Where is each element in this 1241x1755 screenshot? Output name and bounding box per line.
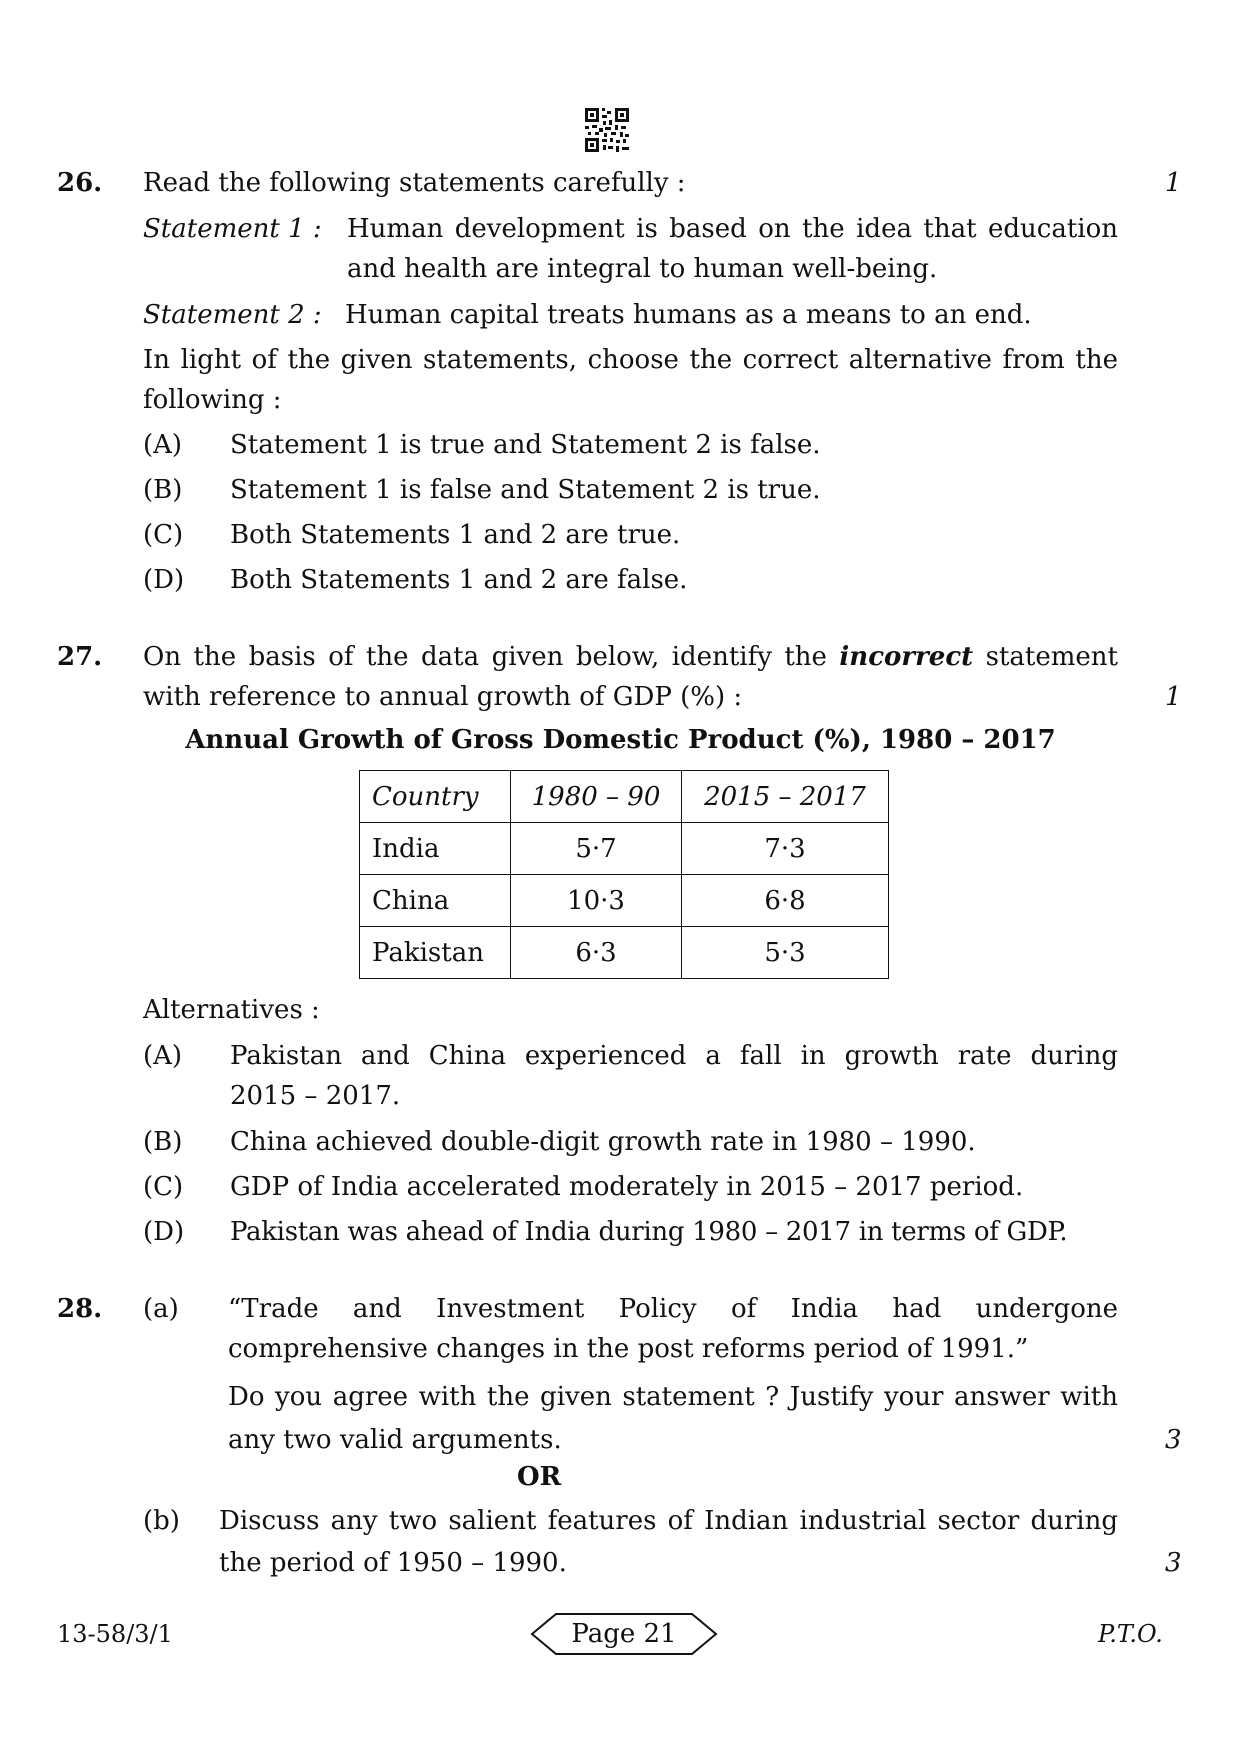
option-letter: (C)	[143, 520, 184, 550]
page-number-badge	[530, 1612, 718, 1656]
emphasis-text: incorrect	[839, 642, 974, 672]
table-cell: 7·3	[682, 823, 889, 875]
question-number: 28.	[57, 1294, 103, 1324]
statement-text: and health are integral to human well-being.	[347, 254, 938, 284]
table-cell: 6·3	[511, 927, 682, 979]
statement-text: Human capital treats humans as a means to an end.	[345, 300, 1032, 330]
question-prompt: with reference to annual growth of GDP (%) :	[143, 682, 743, 712]
option-letter: (D)	[143, 565, 185, 595]
statement-text: Human development is based on the idea that education	[347, 214, 1118, 244]
table-header-cell: Country	[360, 771, 511, 823]
option-text: Pakistan was ahead of India during 1980 – 2017 in terms of GDP.	[230, 1217, 1068, 1247]
part-text: “Trade and Investment Policy of India had undergone	[228, 1294, 1118, 1324]
question-prompt: On the basis of the data given below, identify the incorrect statement	[143, 642, 1118, 672]
table-header-cell: 2015 – 2017	[682, 771, 889, 823]
alternatives-label: Alternatives :	[143, 995, 320, 1025]
part-text: any two valid arguments.	[228, 1425, 562, 1455]
page-number: Page 21	[571, 1619, 677, 1649]
part-letter: (a)	[143, 1294, 179, 1324]
option-text: Both Statements 1 and 2 are true.	[230, 520, 681, 550]
marks-label: 1	[1165, 168, 1182, 198]
paper-code: 13-58/3/1	[57, 1620, 173, 1648]
option-text: Statement 1 is true and Statement 2 is false.	[230, 430, 821, 460]
marks-label: 3	[1165, 1548, 1182, 1578]
part-letter: (b)	[143, 1506, 180, 1536]
option-letter: (B)	[143, 1127, 183, 1157]
or-separator: OR	[517, 1462, 562, 1492]
question-instruction: following :	[143, 385, 282, 415]
table-row	[360, 875, 889, 927]
option-text: Statement 1 is false and Statement 2 is true.	[230, 475, 821, 505]
option-text: 2015 – 2017.	[230, 1081, 401, 1111]
question-prompt: Read the following statements carefully :	[143, 168, 686, 198]
option-text: Pakistan and China experienced a fall in growth rate during	[230, 1041, 1118, 1071]
option-text: GDP of India accelerated moderately in 2015 – 2017 period.	[230, 1172, 1024, 1202]
table-cell: 5·7	[511, 823, 682, 875]
statement-label: Statement 2 :	[143, 300, 322, 330]
question-instruction: In light of the given statements, choose the correct alternative from the	[143, 345, 1118, 375]
gdp-growth-table	[359, 770, 889, 979]
statement-label: Statement 1 :	[143, 214, 322, 244]
table-row	[360, 927, 889, 979]
qr-code-icon	[585, 108, 629, 152]
option-letter: (A)	[143, 430, 183, 460]
table-cell: 10·3	[511, 875, 682, 927]
pto-label: P.T.O.	[1098, 1620, 1163, 1648]
table-header-row	[360, 771, 889, 823]
question-number: 26.	[57, 168, 103, 198]
marks-label: 3	[1165, 1425, 1182, 1455]
table-cell: China	[360, 875, 511, 927]
option-text: China achieved double-digit growth rate in 1980 – 1990.	[230, 1127, 976, 1157]
option-text: Both Statements 1 and 2 are false.	[230, 565, 688, 595]
table-cell: India	[360, 823, 511, 875]
marks-label: 1	[1165, 682, 1182, 712]
question-number: 27.	[57, 642, 103, 672]
part-text: Do you agree with the given statement ? Justify your answer with	[228, 1382, 1118, 1412]
option-letter: (C)	[143, 1172, 184, 1202]
option-letter: (A)	[143, 1041, 183, 1071]
table-cell: 5·3	[682, 927, 889, 979]
part-text: comprehensive changes in the post reforms period of 1991.”	[228, 1334, 1029, 1364]
option-letter: (B)	[143, 475, 183, 505]
option-letter: (D)	[143, 1217, 185, 1247]
table-cell: Pakistan	[360, 927, 511, 979]
part-text: Discuss any two salient features of Indian industrial sector during	[219, 1506, 1118, 1536]
table-header-cell: 1980 – 90	[511, 771, 682, 823]
table-title: Annual Growth of Gross Domestic Product (%), 1980 – 2017	[185, 725, 1056, 755]
table-row	[360, 823, 889, 875]
part-text: the period of 1950 – 1990.	[219, 1548, 567, 1578]
table-cell: 6·8	[682, 875, 889, 927]
